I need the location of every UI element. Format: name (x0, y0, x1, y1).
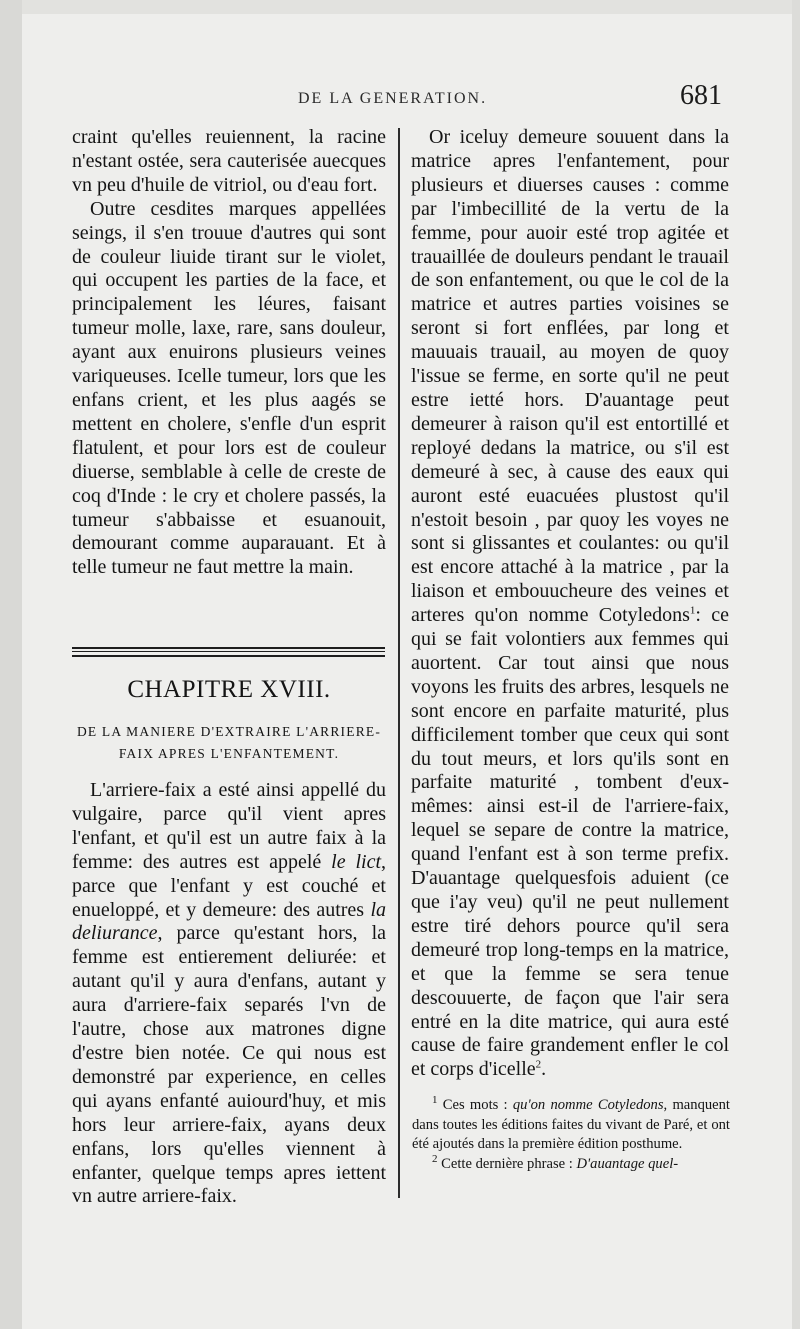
section-divider (72, 647, 385, 657)
paragraph (72, 779, 386, 1209)
chapter-subtitle-line: FAIX APRES L'ENFANTEMENT. (118, 746, 340, 761)
italic-term: le lict (331, 850, 382, 873)
text-run: . (541, 1058, 547, 1081)
text-run: L'arriere-faix a esté ainsi appellé du vulgaire, parce qu'il vient apres l'enfant, et qu'il est un autre faix à la femme: des autres est appelé (72, 779, 386, 873)
left-column-body (72, 779, 386, 1209)
running-head: DE LA GENERATION. (298, 90, 488, 107)
scan-edge-right (792, 0, 800, 1329)
text-run: Cette dernière phrase : (441, 1156, 577, 1173)
right-column (411, 126, 729, 1082)
chapter-subtitle (72, 721, 386, 765)
column-divider-rule (398, 128, 400, 1198)
paragraph: Outre cesdites marques appellées seings, il s'en trouue d'autres qui sont de couleur liuide tirant sur le violet, qui occupent les parties de la face, et principalement les léures, faisant tumeur molle, laxe, rare, sans douleur, ayant aux enuirons plusieurs veines variqueuses. Icelle tumeur, lors que les enfans crient, et les plus aagés se mettent en cholere, s'enfle d'un esprit flatulent, et pour lors est de couleur diuerse, semblable à celle de creste de coq d'Inde : le cry et cholere passés, la tumeur s'abbaisse et esuanouit, demourant comme auparauant. Et à telle tumeur ne faut mettre la main. (72, 197, 386, 579)
scan-edge-left (0, 0, 22, 1329)
chapter-title: CHAPITRE XVIII. (127, 676, 331, 703)
left-column-top (72, 126, 386, 580)
paragraph: craint qu'elles reuiennent, la racine n'estant ostée, sera cauterisée auecques vn peu d'huile de vitriol, ou d'eau fort. (72, 126, 386, 196)
italic-term: la deliurance (72, 898, 386, 945)
chapter-subtitle-line: DE LA MANIERE D'EXTRAIRE L'ARRIERE- (76, 724, 382, 739)
text-run: , parce que l'enfant y est couché et enueloppé, et y demeure: des autres (72, 850, 387, 921)
text-run: Ces mots : (442, 1097, 513, 1113)
text-run: , parce qu'estant hors, la femme est entierement deliurée: et autant qu'il y aura d'enfans, autant y aura d'arriere-faix separés l'vn de l'autre, chose aux matrones digne d'estre bien notée. Ce qui nous est demonstré par experience, en celles qui ayans enfanté auiourd'huy, et mis hors leur arriere-faix, ayans deux enfans, lors qu'elles viennent à enfanter, quelque temps apres iettent vn autre arriere-faix. (72, 922, 386, 1208)
italic-term: qu'on nomme Cotyledons (512, 1097, 664, 1113)
footnote-ref: 2 (535, 1058, 542, 1071)
footnotes (412, 1096, 730, 1175)
footnote (412, 1096, 730, 1155)
text-run: : ce qui se fait volontiers aux femmes qui auortent. Car tout ainsi que nous voyons les fruits des arbres, lesquels ne sont encore en parfaite maturité, plus difficilement tomber que ceux qui sont du tout meurs, et lors qu'ils sont en parfaite maturité , tombent d'eux-mêmes: ainsi est-il de l'arriere-faix, lequel se separe de contre la matrice, quand l'enfant est à son terme prefix. D'auantage quelquesfois aduient (ce que i'ay veu) qu'il ne peut nullement estre tiré dehors pource qu'il sera demeuré trop long-temps en la matrice, et que la femme se sera tenue descouuerte, de façon que l'air sera entré en la dite matrice, qui aura esté cause de faire grandement enfler le col et corps d'icelle (411, 604, 729, 1081)
text-run: Or iceluy demeure souuent dans la matrice apres l'enfantement, pour plusieurs et diuerses causes : comme par l'imbecillité de la vertu de la femme, pour auoir esté trop agitée et trauaillée de douleurs pendant le trauail de son enfantement, ou que le col de la matrice et autres parties voisines se seront si fort enflées, par long et mauuais trauail, au moyen de quoy l'issue se ferme, en sorte qu'il ne peut estre ietté hors. D'auantage peut demeurer à raison qu'il est entortillé et reployé dedans la matrice, ou s'il est demeuré à sec, à cause des eaux qui auront esté euacuées plustost qu'il n'estoit besoin , par quoy les voyes ne sont si glissantes et coulantes: ou qu'il est encore attaché à la matrice , par la liaison et embouucheure des veines et arteres qu'on nomme Cotyledons (411, 126, 729, 627)
footnote-marker: 1 (432, 1094, 438, 1107)
footnote (412, 1155, 730, 1175)
paragraph (411, 126, 729, 1082)
scan-edge-top (0, 0, 800, 14)
italic-term: D'auantage quel- (576, 1156, 679, 1173)
page-number: 681 (680, 80, 722, 111)
footnote-marker: 2 (432, 1153, 438, 1166)
footnote-ref: 1 (689, 604, 696, 617)
text-run: , manquent dans toutes les éditions faites du vivant de Paré, et ont été ajoutés dans la première édition posthume. (412, 1097, 730, 1153)
